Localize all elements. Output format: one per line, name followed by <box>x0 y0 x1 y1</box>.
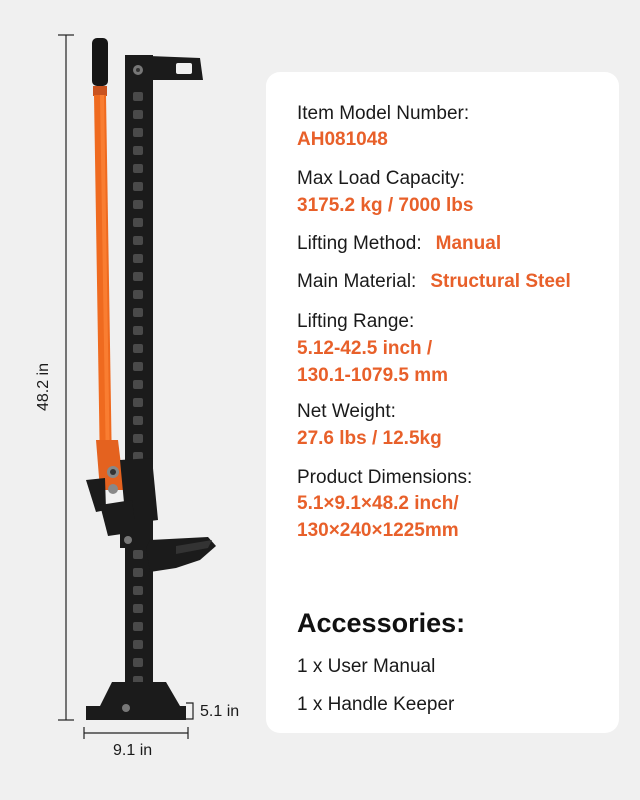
max-load-value: 3175.2 kg / 7000 lbs <box>297 195 474 216</box>
width-dimension-line <box>84 727 188 739</box>
main-material-row <box>297 268 571 296</box>
accessory-item: 1 x Handle Keeper <box>297 694 455 715</box>
depth-dimension-line <box>186 703 193 719</box>
accessory-item: 1 x User Manual <box>297 656 436 677</box>
product-dimensions-value-line2: 130×240×1225mm <box>297 520 459 541</box>
height-dimension-label: 48.2 in <box>35 362 52 412</box>
lifting-method-value: Manual <box>435 233 502 254</box>
net-weight-label: Net Weight: <box>297 401 396 422</box>
accessories-title: Accessories: <box>297 608 466 638</box>
lifting-method-label: Lifting Method: <box>297 233 422 254</box>
lifting-range-value-line2: 130.1-1079.5 mm <box>297 365 449 386</box>
depth-dimension-label: 5.1 in <box>200 703 240 720</box>
jack-handle <box>92 38 124 494</box>
model-number-label: Item Model Number: <box>297 103 470 124</box>
width-dimension-label: 9.1 in <box>113 742 153 759</box>
product-dimensions-label: Product Dimensions: <box>297 467 473 488</box>
net-weight-value: 27.6 lbs / 12.5kg <box>297 428 442 449</box>
lifting-range-value-line1: 5.12-42.5 inch / <box>297 338 433 359</box>
lifting-method-row <box>297 230 501 258</box>
main-material-value: Structural Steel <box>430 271 571 292</box>
lifting-range-label: Lifting Range: <box>297 311 415 332</box>
height-dimension-line <box>58 35 74 720</box>
main-material-label: Main Material: <box>297 271 417 292</box>
product-dimensions-value-line1: 5.1×9.1×48.2 inch/ <box>297 493 459 514</box>
jack-base <box>86 682 186 720</box>
max-load-label: Max Load Capacity: <box>297 168 465 189</box>
model-number-value: AH081048 <box>297 129 388 150</box>
spec-card <box>266 72 619 733</box>
